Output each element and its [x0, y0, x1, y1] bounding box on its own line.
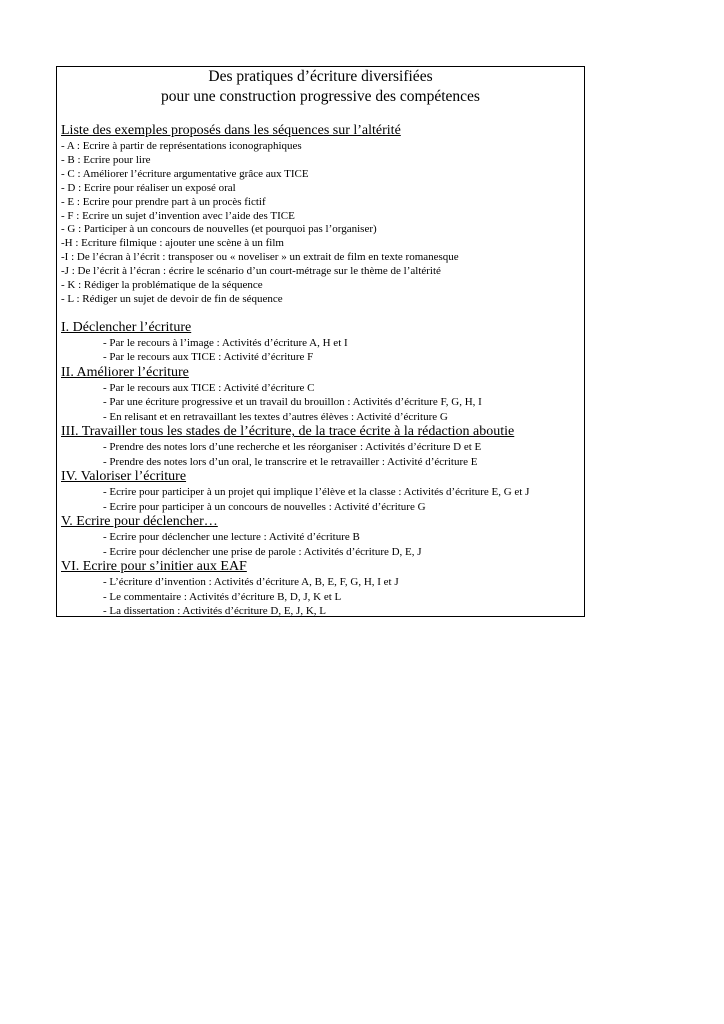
- section-item: - La dissertation : Activités d’écriture D, E, J, K, L: [103, 605, 326, 618]
- section-travailler: [57, 424, 584, 469]
- section-ameliorer: [57, 365, 584, 425]
- document-title: [57, 67, 584, 107]
- example-item: -J : De l’écrit à l’écran : écrire le scénario d’un court-métrage sur le thème de l’altérité: [61, 265, 441, 278]
- example-item: - L : Rédiger un sujet de devoir de fin de séquence: [61, 292, 283, 305]
- document-frame: [56, 66, 585, 617]
- section-item: - Le commentaire : Activités d’écriture B, D, J, K et L: [103, 590, 342, 603]
- title-line-1: Des pratiques d’écriture diversifiées: [208, 68, 433, 85]
- section-eaf: [57, 559, 584, 619]
- section-item: - Ecrire pour participer à un concours de nouvelles : Activité d’écriture G: [103, 500, 426, 513]
- section-heading: II. Améliorer l’écriture: [61, 364, 189, 380]
- section-item: - Par le recours aux TICE : Activité d’écriture C: [103, 381, 315, 394]
- example-item: - B : Ecrire pour lire: [61, 153, 151, 166]
- section-item: - En relisant et en retravaillant les textes d’autres élèves : Activité d’écriture G: [103, 410, 448, 423]
- sections: [57, 320, 584, 619]
- section-item: - Prendre des notes lors d’un oral, le transcrire et le retravailler : Activité d’écriture E: [103, 455, 478, 468]
- section-item: - L’écriture d’invention : Activités d’écriture A, B, E, F, G, H, I et J: [103, 576, 399, 589]
- example-item: - D : Ecrire pour réaliser un exposé oral: [61, 181, 236, 194]
- example-item: -I : De l’écran à l’écrit : transposer ou « noveliser » un extrait de film en texte romanesque: [61, 251, 459, 264]
- section-item: - Par une écriture progressive et un travail du brouillon : Activités d’écriture F, G, H, I: [103, 396, 482, 409]
- example-item: - A : Ecrire à partir de représentations iconographiques: [61, 140, 302, 152]
- examples-list: [57, 140, 584, 307]
- example-item: - G : Participer à un concours de nouvelles (et pourquoi pas l’organiser): [61, 223, 377, 236]
- section-item: - Par le recours aux TICE : Activité d’écriture F: [103, 351, 314, 364]
- example-item: -H : Ecriture filmique : ajouter une scène à un film: [61, 237, 284, 250]
- section-declencher: [57, 320, 584, 365]
- section-item: - Ecrire pour participer à un projet qui implique l’élève et la classe : Activités d’écriture E, G et J: [103, 486, 530, 499]
- example-item: - E : Ecrire pour prendre part à un procès fictif: [61, 195, 266, 208]
- section-heading: VI. Ecrire pour s’initier aux EAF: [61, 559, 247, 575]
- examples-heading: Liste des exemples proposés dans les séquences sur l’altérité: [61, 123, 401, 138]
- section-ecrire-declencher: [57, 514, 584, 559]
- example-item: - F : Ecrire un sujet d’invention avec l’aide des TICE: [61, 209, 295, 222]
- section-heading: III. Travailler tous les stades de l’écriture, de la trace écrite à la rédaction aboutie: [61, 424, 515, 440]
- section-item: - Prendre des notes lors d’une recherche et les réorganiser : Activités d’écriture D et E: [103, 441, 482, 454]
- title-line-2: pour une construction progressive des compétences: [161, 88, 480, 105]
- example-item: - K : Rédiger la problématique de la séquence: [61, 279, 263, 292]
- section-valoriser: [57, 469, 584, 514]
- section-item: - Par le recours à l’image : Activités d’écriture A, H et I: [103, 336, 348, 349]
- section-heading: V. Ecrire pour déclencher…: [61, 514, 218, 530]
- section-item: - Ecrire pour déclencher une prise de parole : Activités d’écriture D, E, J: [103, 545, 422, 558]
- example-item: - C : Améliorer l’écriture argumentative grâce aux TICE: [61, 167, 309, 180]
- section-heading: IV. Valoriser l’écriture: [61, 469, 187, 485]
- section-heading: I. Déclencher l’écriture: [61, 319, 192, 335]
- section-item: - Ecrire pour déclencher une lecture : Activité d’écriture B: [103, 531, 360, 544]
